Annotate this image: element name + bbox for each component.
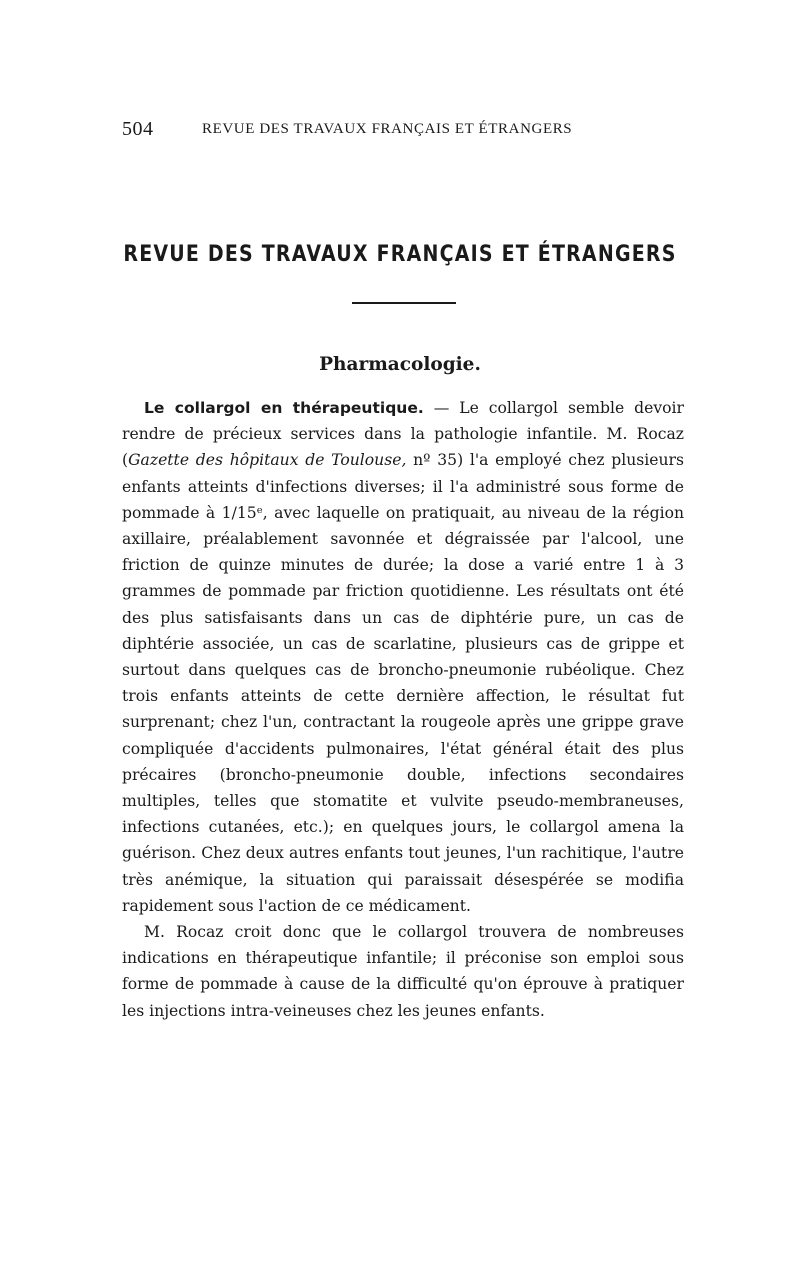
article-text-1: — Le collargol semble devoir rendre de précieux services dans la pathologie infantile. M. Rocaz (	[122, 399, 684, 470]
running-title: REVUE DES TRAVAUX FRANÇAIS ET ÉTRANGERS	[202, 121, 573, 137]
section-heading: REVUE DES TRAVAUX FRANÇAIS ET ÉTRANGERS	[123, 241, 677, 267]
article-body	[122, 395, 684, 1024]
article-paragraph-1	[122, 395, 684, 919]
subsection-title: Pharmacologie.	[319, 354, 481, 375]
article-text-2: nº 35) l'a employé chez plusieurs enfants atteints d'infections diverses; il l'a administré sous forme de pommade à 1/15ᵉ, avec laquelle on pratiquait, au niveau de la région axillaire, préalablement savonnée et dégraissée par l'alcool, une friction de quinze minutes de durée; la dose a varié entre 1 à 3 grammes de pommade par friction quotidienne. Les résultats ont été des plus satisfaisants dans un cas de diphtérie pure, un cas de diphtérie associée, un cas de scarlatine, plusieurs cas de grippe et surtout dans quelques cas de broncho-pneumonie rubéolique. Chez trois enfants atteints de cette dernière affection, le résultat fut surprenant; chez l'un, contractant la rougeole après une grippe grave compliquée d'accidents pulmonaires, l'état général était des plus précaires (broncho-pneumonie double, infections secondaires multiples, telles que stomatite et vulvite pseudo-membraneuses, infections cutanées, etc.); en quelques jours, le collargol amena la guérison. Chez deux autres enfants tout jeunes, l'un rachitique, l'autre très anémique, la situation qui paraissait désespérée se modifia rapidement sous l'action de ce médicament.	[122, 451, 684, 915]
page-number: 504	[122, 118, 154, 140]
running-header	[122, 118, 682, 142]
divider-rule	[352, 302, 456, 304]
article-citation: Gazette des hôpitaux de Toulouse,	[128, 451, 407, 470]
article-paragraph-2: M. Rocaz croit donc que le collargol trouvera de nombreuses indications en thérapeutique infantile; il préconise son emploi sous forme de pommade à cause de la difficulté qu'on éprouve à pratiquer les injections intra-veineuses chez les jeunes enfants.	[122, 923, 684, 1020]
article-lead-title: Le collargol en thérapeutique.	[144, 399, 424, 417]
